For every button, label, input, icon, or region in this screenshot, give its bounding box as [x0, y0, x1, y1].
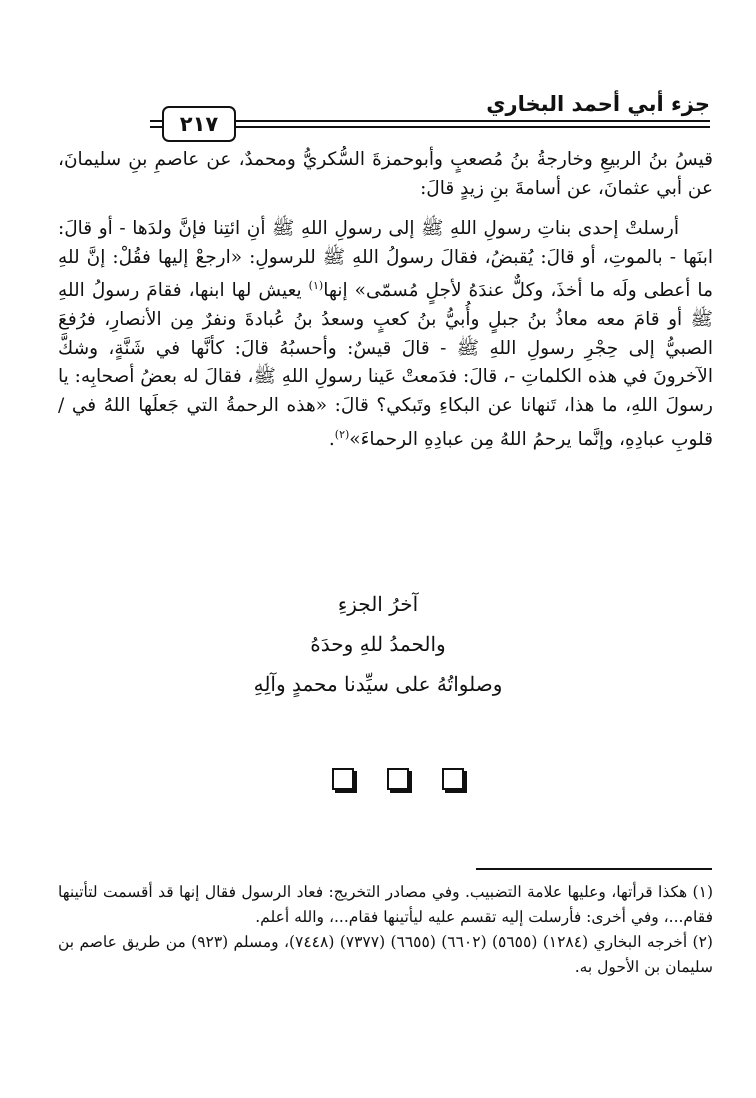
hadith-text-part-2: يعيش لها ابنها، فقامَ رسولُ اللهِ ﷺ أو قامَ معه معاذُ بنُ جبلٍ وأُبيُّ بنُ كعبٍ وسعدُ بنُ عُبادةَ ونفرٌ مِن الأنصارِ، فرُفعَ الصبيُّ إلى حِجْرِ رسولِ اللهِ ﷺ - قالَ قيسٌ: وأحسبُهُ قالَ: كأنَّها في شَنَّةٍ، وشكَّ الآخرونَ في هذه الكلماتِ -، قالَ: فدَمعتْ عَينا رسولِ اللهِ ﷺ، فقالَ له بعضُ أصحابِه: يا رسولَ اللهِ، ما هذا، تَنهانا عن البكاءِ وتَبكي؟ قالَ: «هذه الرحمةُ التي جَعلَها اللهُ في / قلوبِ عبادِهِ، وإنَّما يرحمُ اللهُ مِن عبادِهِ الرحماءَ»	[58, 280, 713, 450]
ornament-square-icon	[387, 768, 409, 790]
paragraph-hadith	[58, 215, 713, 454]
page-header	[150, 82, 710, 138]
ornament-square-icon	[442, 768, 464, 790]
footnote-2	[58, 930, 713, 980]
footnote-ref-1[interactable]: (١)	[308, 279, 324, 293]
colophon-line-1: آخرُ الجزءِ	[337, 592, 419, 616]
page-number: ٢١٧	[179, 112, 219, 136]
section-end-ornament	[332, 768, 464, 792]
main-text	[58, 146, 713, 454]
page-number-box	[162, 106, 236, 142]
colophon	[0, 584, 756, 704]
colophon-line-3: وصلواتُهُ على سيِّدنا محمدٍ وآلِهِ	[253, 672, 503, 696]
footnote-number: (١)	[692, 883, 713, 901]
ornament-square-icon	[332, 768, 354, 790]
footnote-ref-2[interactable]: (٢)	[334, 427, 350, 441]
footnote-separator	[476, 868, 712, 870]
paragraph-isnad: قيسُ بنُ الربيعِ وخارجةُ بنُ مُصعبٍ وأبوحمزةَ السُّكريُّ ومحمدٌ، عن عاصمِ بنِ سليمانَ، عن أبي عثمانَ، عن أسامةَ بنِ زيدٍ قالَ:	[58, 149, 713, 199]
footnote-1	[58, 880, 713, 930]
footnote-text: أخرجه البخاري (١٢٨٤) (٥٦٥٥) (٦٦٠٢) (٦٦٥٥) (٧٣٧٧) (٧٤٤٨)، ومسلم (٩٢٣) من طريق عاصم بن سليمان بن الأحول به.	[58, 933, 713, 976]
footnote-number: (٢)	[692, 933, 713, 951]
footnotes	[58, 880, 713, 980]
colophon-line-2: والحمدُ للهِ وحدَهُ	[310, 632, 446, 656]
footnote-text: هكذا قرأتها، وعليها علامة التضبيب. وفي مصادر التخريج: فعاد الرسول فقال إنها قد أقسمت لتأتينها فقام...، وفي أخرى: فأرسلت إليه تقسم عليه ليأتينها فقام...، والله أعلم.	[58, 883, 713, 926]
hadith-text-end: .	[328, 428, 335, 450]
running-title: جزء أبي أحمد البخاري	[486, 92, 710, 116]
hadith-text-part-1: أرسلتْ إحدى بناتِ رسولِ اللهِ ﷺ إلى رسولِ اللهِ ﷺ أنِ ائتِنا فإنَّ ولدَها - أو قالَ: ابنَها - بالموتِ، أو قالَ: يُقبضُ، فقالَ رسولُ اللهِ ﷺ للرسولِ: «ارجعْ إليها فقُلْ: إنَّ للهِ ما أعطى ولَه ما أخذَ، وكلٌّ عندَهُ لأجلٍ مُسمّى» إنها	[58, 218, 713, 302]
